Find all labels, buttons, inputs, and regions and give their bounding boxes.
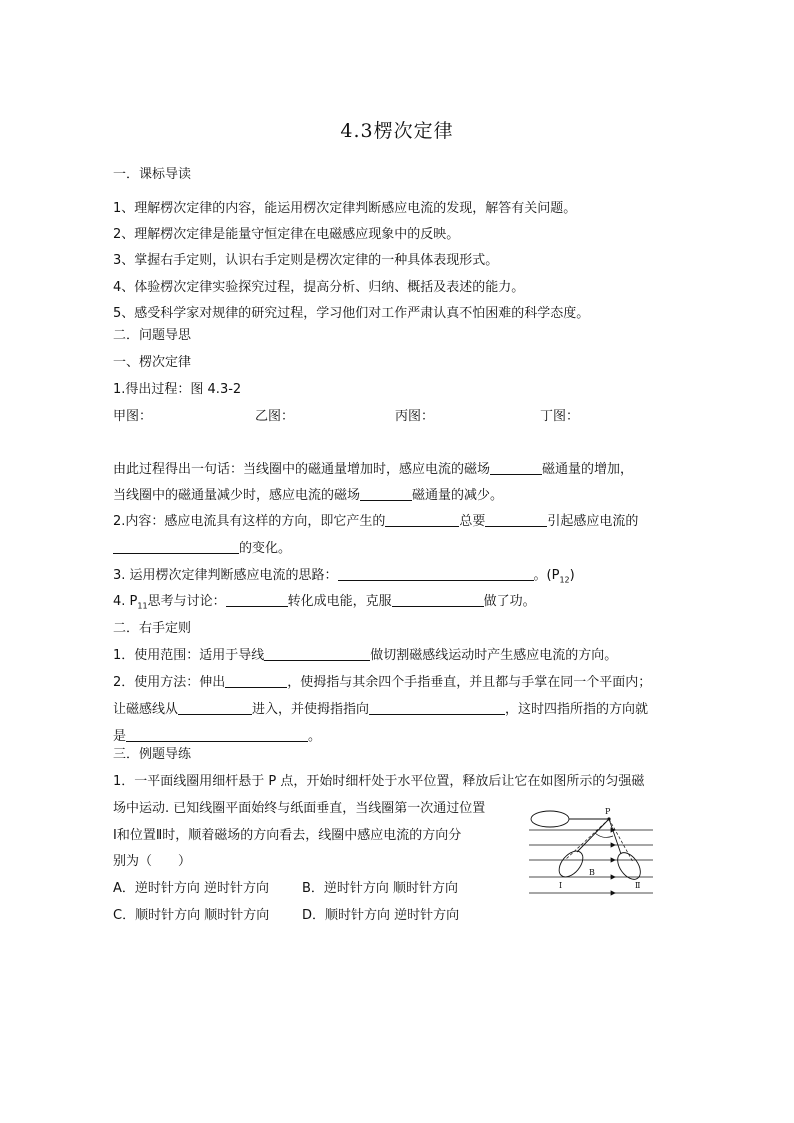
rh1-text-a: 1．使用范围：适用于导线 (113, 648, 265, 663)
content-text-b: 总要 (459, 514, 486, 529)
conclusion-text-a: 由此过程得出一句话：当线圈中的磁通量增加时，感应电流的磁场 (113, 462, 491, 477)
blank-field[interactable] (126, 728, 308, 742)
content-text-a: 2.内容：感应电流具有这样的方向，即它产生的 (113, 514, 386, 529)
page-title: 4.3楞次定律 (340, 120, 454, 142)
section-heading-guide: 一．课标导读 (113, 167, 192, 182)
right-hand-rule-line-4 (113, 728, 321, 746)
blank-field[interactable] (226, 593, 288, 607)
label-position-1: Ⅰ (559, 881, 563, 890)
discuss-text-a: 4. P (113, 594, 138, 609)
approach-text-c: ) (569, 568, 575, 583)
fig-label-ding: 丁图： (540, 409, 580, 424)
coil-position-2 (613, 849, 645, 884)
discuss-text-d: 做了功。 (483, 594, 536, 609)
content-text-d: 的变化。 (239, 541, 292, 556)
objective-4: 4、体验楞次定律实验探究过程，提高分析、归纳、概括及表述的能力。 (113, 280, 525, 295)
content-text-c: 引起感应电流的 (547, 514, 639, 529)
example1-line-2: 场中运动. 已知线圈平面始终与纸面垂直，当线圈第一次通过位置 (113, 801, 486, 816)
magnetic-field-figure (525, 800, 660, 900)
objective-2: 2、理解楞次定律是能量守恒定律在电磁感应现象中的反映。 (113, 227, 460, 242)
blank-field[interactable] (113, 540, 239, 554)
label-p: P (605, 807, 611, 816)
fig-label-jia: 甲图： (113, 409, 153, 424)
fig-label-yi: 乙图： (255, 409, 295, 424)
content-line-1 (113, 513, 638, 531)
rh3-text-b: 进入，并使拇指指向 (252, 702, 370, 717)
discussion-line (113, 593, 536, 616)
subheading-lenz-law: 一、楞次定律 (113, 355, 192, 370)
subheading-right-hand-rule: 二．右手定则 (113, 621, 192, 636)
blank-field[interactable] (338, 567, 534, 581)
blank-field[interactable] (385, 513, 459, 527)
question-derivation: 1.得出过程：图 4.3-2 (113, 382, 242, 397)
example1-line-3: Ⅰ和位置Ⅱ时，顺着磁场的方向看去，线圈中感应电流的方向分 (113, 828, 462, 843)
conclusion-line-1 (113, 461, 633, 479)
section-heading-questions: 二．问题导思 (113, 328, 192, 343)
blank-field[interactable] (225, 674, 287, 688)
blank-field[interactable] (392, 593, 484, 607)
conclusion-text-b: 磁通量的增加， (542, 462, 634, 477)
content-line-2 (113, 540, 291, 558)
approach-text-a: 3. 运用楞次定律判断感应电流的思路： (113, 568, 338, 583)
blank-field[interactable] (264, 647, 370, 661)
discuss-text-b: 思考与讨论： (147, 594, 226, 609)
objective-1: 1、理解楞次定律的内容，能运用楞次定律判断感应电流的发现，解答有关问题。 (113, 201, 577, 216)
option-d[interactable]: D．顺时针方向 逆时针方向 (302, 908, 460, 923)
rh3-text-a: 让磁感线从 (113, 702, 179, 717)
example1-line-4: 别为（ ） (113, 854, 192, 869)
rh3-text-c: ，这时四指所指的方向就 (505, 702, 649, 717)
right-hand-rule-line-2 (113, 674, 651, 692)
rh1-text-b: 做切割磁感线运动时产生感应电流的方向。 (370, 648, 618, 663)
blank-field[interactable] (485, 513, 547, 527)
rh4-text-a: 是 (113, 729, 127, 744)
conclusion-text-d: 磁通量的减少。 (412, 488, 504, 503)
discuss-page-sub: 11 (137, 601, 148, 611)
discuss-text-c: 转化成电能，克服 (287, 594, 392, 609)
blank-field[interactable] (178, 701, 252, 715)
example1-line-1: 1．一平面线圈用细杆悬于 P 点，开始时细杆处于水平位置，释放后让它在如图所示的匀强磁 (113, 774, 645, 789)
option-c[interactable]: C．顺时针方向 顺时针方向 (113, 908, 270, 923)
blank-field[interactable] (369, 701, 505, 715)
section-heading-examples: 三．例题导练 (113, 747, 192, 762)
blank-field[interactable] (490, 461, 542, 475)
right-hand-rule-line-3 (113, 701, 648, 719)
coil-initial (531, 811, 569, 827)
conclusion-text-c: 当线圈中的磁通量减少时，感应电流的磁场 (113, 488, 361, 503)
blank-field[interactable] (360, 487, 412, 501)
rh4-text-b: 。 (308, 729, 322, 744)
label-b: B (589, 868, 595, 877)
approach-line (113, 567, 575, 590)
right-hand-rule-line-1 (113, 647, 617, 665)
rh2-text-b: ，使拇指与其余四个手指垂直，并且都与手掌在同一个平面内； (287, 675, 652, 690)
option-b[interactable]: B．逆时针方向 顺时针方向 (302, 881, 459, 896)
label-position-2: Ⅱ (635, 881, 641, 890)
option-a[interactable]: A．逆时针方向 逆时针方向 (113, 881, 270, 896)
coil-position-1 (554, 847, 587, 882)
fig-label-bing: 丙图： (395, 409, 435, 424)
rh2-text-a: 2．使用方法：伸出 (113, 675, 226, 690)
conclusion-line-2 (113, 487, 503, 505)
approach-page-sub: 12 (559, 575, 570, 585)
objective-5: 5、感受科学家对规律的研究过程，学习他们对工作严肃认真不怕困难的科学态度。 (113, 306, 590, 321)
approach-text-b: 。(P (533, 568, 560, 583)
objective-3: 3、掌握右手定则，认识右手定则是楞次定律的一种具体表现形式。 (113, 253, 499, 268)
